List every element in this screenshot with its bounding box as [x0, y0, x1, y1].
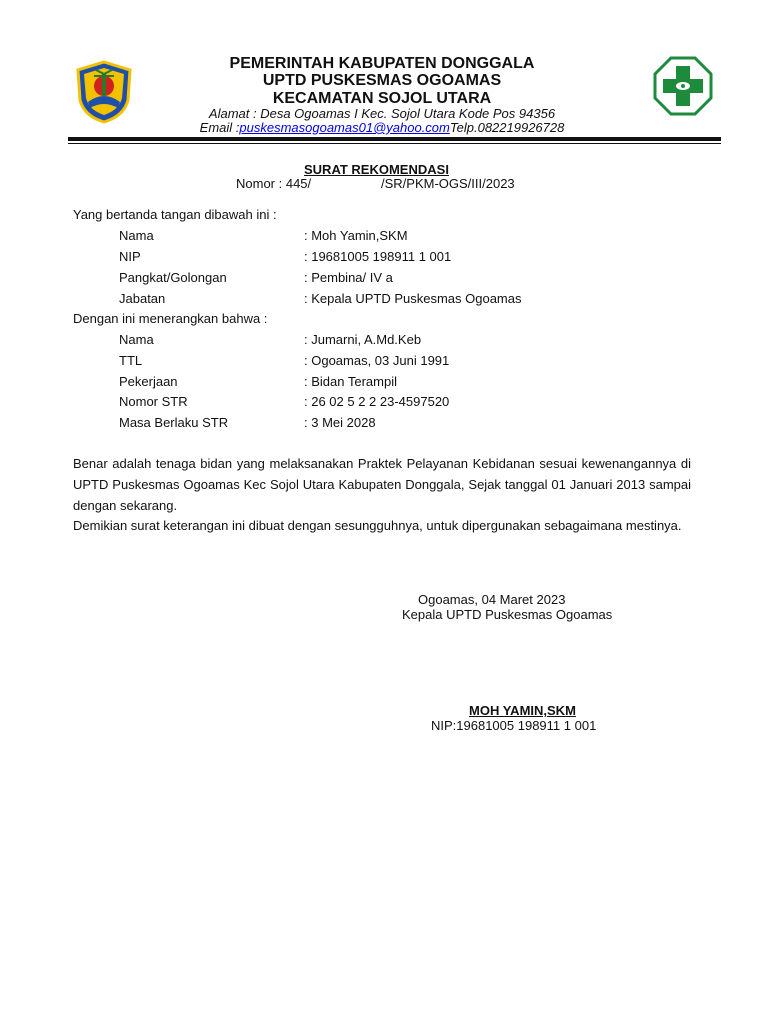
signer-label: Jabatan — [119, 291, 166, 306]
signer-label: Nama — [119, 228, 154, 243]
subject-value: : 3 Mei 2028 — [304, 415, 376, 430]
signer-nip: NIP:19681005 198911 1 001 — [431, 718, 597, 733]
header-contact — [130, 120, 634, 135]
header-district: KECAMATAN SOJOL UTARA — [272, 90, 492, 107]
header-divider-thick — [68, 137, 721, 141]
subject-value: : 26 02 5 2 2 23-4597520 — [304, 394, 450, 409]
phone-number: Telp.082219926728 — [449, 120, 565, 135]
signer-value: : Pembina/ IV a — [304, 270, 393, 285]
email-link[interactable]: puskesmasogoamas01@yahoo.com — [239, 120, 450, 135]
subject-label: Masa Berlaku STR — [119, 415, 229, 430]
puskesmas-cross-logo — [653, 56, 713, 116]
body-paragraph-closing: Demikian surat keterangan ini dibuat dengan sesungguhnya, untuk dipergunakan sebagaimana mestinya. — [73, 518, 682, 533]
signer-position: Kepala UPTD Puskesmas Ogoamas — [402, 607, 613, 622]
letter-number-label: Nomor : 445/ — [236, 176, 312, 191]
subject-label: Pekerjaan — [119, 374, 178, 389]
subject-value: : Bidan Terampil — [304, 374, 397, 389]
letter-number-suffix: /SR/PKM-OGS/III/2023 — [381, 176, 515, 191]
signer-value: : Moh Yamin,SKM — [304, 228, 408, 243]
header-divider-thin — [68, 143, 721, 144]
signer-value: : Kepala UPTD Puskesmas Ogoamas — [304, 291, 522, 306]
intro-signer: Yang bertanda tangan dibawah ini : — [73, 207, 277, 222]
signer-label: NIP — [119, 249, 141, 264]
header-address: Alamat : Desa Ogoamas I Kec. Sojol Utara Kode Pos 94356 — [208, 106, 556, 121]
header-institution: UPTD PUSKESMAS OGOAMAS — [262, 72, 502, 89]
subject-label: Nama — [119, 332, 154, 347]
email-prefix: Email : — [199, 120, 240, 135]
subject-value: : Ogoamas, 03 Juni 1991 — [304, 353, 450, 368]
header-government: PEMERINTAH KABUPATEN DONGGALA — [229, 55, 535, 72]
body-paragraph-statement: Benar adalah tenaga bidan yang melaksanakan Praktek Pelayanan Kebidanan sesuai kewenangannya di UPTD Puskesmas Ogoamas Kec Sojol Utara Kabupaten Donggala, Sejak tanggal 01 Januari 2013 sampai dengan sekarang. — [73, 456, 691, 513]
place-date: Ogoamas, 04 Maret 2023 — [418, 592, 566, 607]
signer-value: : 19681005 198911 1 001 — [304, 249, 452, 264]
subject-label: TTL — [119, 353, 143, 368]
signer-label: Pangkat/Golongan — [119, 270, 227, 285]
subject-label: Nomor STR — [119, 394, 188, 409]
intro-subject: Dengan ini menerangkan bahwa : — [73, 311, 268, 326]
subject-value: : Jumarni, A.Md.Keb — [304, 332, 422, 347]
letter-title: SURAT REKOMENDASI — [304, 162, 449, 177]
regency-emblem-logo — [74, 60, 134, 124]
signer-name: MOH YAMIN,SKM — [469, 703, 576, 718]
